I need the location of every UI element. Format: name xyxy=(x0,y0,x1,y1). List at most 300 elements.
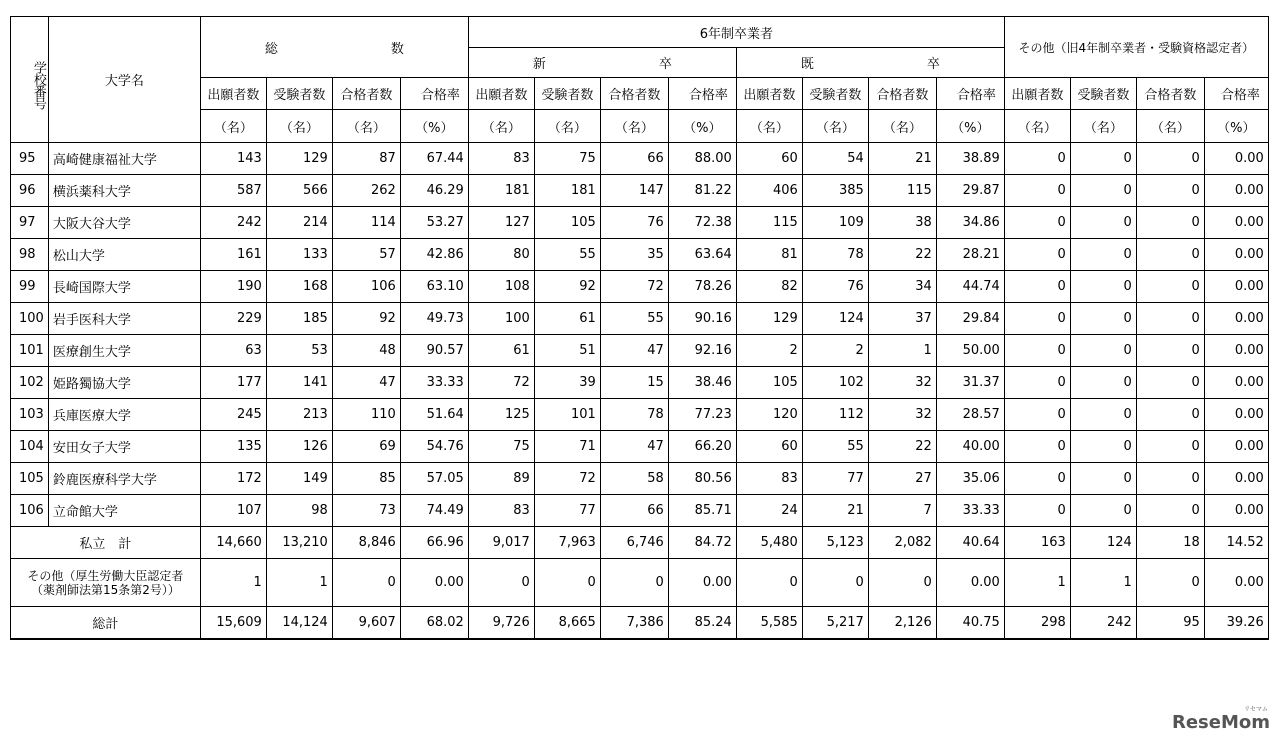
data-cell: 42.86 xyxy=(400,239,468,271)
data-cell: 0.00 xyxy=(1204,207,1268,239)
data-cell: 229 xyxy=(200,303,266,335)
data-cell: 84.72 xyxy=(668,527,736,559)
data-cell: 0 xyxy=(1004,431,1070,463)
data-cell: 83 xyxy=(468,495,534,527)
data-cell: 177 xyxy=(200,367,266,399)
other-group-header: その他（旧4年制卒業者・受験資格認定者） xyxy=(1004,17,1268,78)
data-cell: 15,609 xyxy=(200,607,266,639)
data-cell: 63.64 xyxy=(668,239,736,271)
column-header: 合格者数 xyxy=(600,78,668,110)
data-cell: 39 xyxy=(534,367,600,399)
school-number: 103 xyxy=(11,399,49,431)
grand-total-label: 総計 xyxy=(11,607,201,639)
data-cell: 0.00 xyxy=(1204,495,1268,527)
data-cell: 47 xyxy=(600,431,668,463)
data-cell: 7 xyxy=(868,495,936,527)
resemom-logo xyxy=(1171,706,1270,733)
data-cell: 0 xyxy=(1070,431,1136,463)
data-cell: 47 xyxy=(332,367,400,399)
data-cell: 81.22 xyxy=(668,175,736,207)
data-cell: 50.00 xyxy=(936,335,1004,367)
column-unit: （%） xyxy=(668,110,736,143)
data-cell: 1 xyxy=(1070,559,1136,607)
school-number: 100 xyxy=(11,303,49,335)
data-cell: 7,386 xyxy=(600,607,668,639)
data-cell: 66.20 xyxy=(668,431,736,463)
data-cell: 108 xyxy=(468,271,534,303)
data-cell: 85.24 xyxy=(668,607,736,639)
column-unit: （名） xyxy=(1136,110,1204,143)
data-cell: 21 xyxy=(802,495,868,527)
table-row xyxy=(11,463,1269,495)
column-header: 合格者数 xyxy=(332,78,400,110)
data-cell: 112 xyxy=(802,399,868,431)
data-cell: 0 xyxy=(1136,431,1204,463)
data-cell: 34.86 xyxy=(936,207,1004,239)
column-header: 受験者数 xyxy=(534,78,600,110)
school-number: 98 xyxy=(11,239,49,271)
data-cell: 2,126 xyxy=(868,607,936,639)
data-cell: 0 xyxy=(600,559,668,607)
data-cell: 66 xyxy=(600,495,668,527)
data-cell: 0.00 xyxy=(1204,335,1268,367)
data-cell: 35.06 xyxy=(936,463,1004,495)
data-cell: 38.89 xyxy=(936,143,1004,175)
data-cell: 77 xyxy=(802,463,868,495)
data-cell: 53 xyxy=(266,335,332,367)
school-number: 104 xyxy=(11,431,49,463)
data-cell: 35 xyxy=(600,239,668,271)
university-name: 松山大学 xyxy=(48,239,200,271)
data-cell: 110 xyxy=(332,399,400,431)
column-unit: （名） xyxy=(332,110,400,143)
data-cell: 0.00 xyxy=(1204,431,1268,463)
university-name: 岩手医科大学 xyxy=(48,303,200,335)
data-cell: 6,746 xyxy=(600,527,668,559)
data-cell: 13,210 xyxy=(266,527,332,559)
data-cell: 190 xyxy=(200,271,266,303)
university-name: 安田女子大学 xyxy=(48,431,200,463)
data-cell: 0 xyxy=(1070,303,1136,335)
data-cell: 88.00 xyxy=(668,143,736,175)
data-cell: 181 xyxy=(534,175,600,207)
new-graduates-label-a: 新 xyxy=(532,57,546,72)
column-unit: （名） xyxy=(736,110,802,143)
data-cell: 72 xyxy=(600,271,668,303)
other-label-line-2: （薬剤師法第15条第2号）） xyxy=(30,582,180,597)
data-cell: 141 xyxy=(266,367,332,399)
data-cell: 98 xyxy=(266,495,332,527)
data-cell: 0 xyxy=(1004,303,1070,335)
data-cell: 44.74 xyxy=(936,271,1004,303)
column-unit: （名） xyxy=(200,110,266,143)
data-cell: 0 xyxy=(1070,399,1136,431)
column-unit: （%） xyxy=(1204,110,1268,143)
column-unit: （名） xyxy=(534,110,600,143)
data-cell: 28.57 xyxy=(936,399,1004,431)
data-cell: 245 xyxy=(200,399,266,431)
data-cell: 0 xyxy=(736,559,802,607)
data-cell: 33.33 xyxy=(400,367,468,399)
data-cell: 0.00 xyxy=(1204,239,1268,271)
data-cell: 27 xyxy=(868,463,936,495)
data-cell: 0 xyxy=(802,559,868,607)
data-cell: 51.64 xyxy=(400,399,468,431)
data-cell: 51 xyxy=(534,335,600,367)
data-cell: 92 xyxy=(534,271,600,303)
data-cell: 115 xyxy=(736,207,802,239)
column-header: 出願者数 xyxy=(736,78,802,110)
data-cell: 78.26 xyxy=(668,271,736,303)
data-cell: 147 xyxy=(600,175,668,207)
data-cell: 38 xyxy=(868,207,936,239)
university-name: 長崎国際大学 xyxy=(48,271,200,303)
data-cell: 0 xyxy=(1004,239,1070,271)
data-cell: 38.46 xyxy=(668,367,736,399)
data-cell: 40.75 xyxy=(936,607,1004,639)
data-cell: 0 xyxy=(1070,207,1136,239)
data-cell: 9,017 xyxy=(468,527,534,559)
data-cell: 135 xyxy=(200,431,266,463)
data-cell: 0.00 xyxy=(936,559,1004,607)
data-cell: 0.00 xyxy=(400,559,468,607)
school-number: 102 xyxy=(11,367,49,399)
university-name: 高崎健康福祉大学 xyxy=(48,143,200,175)
data-cell: 73 xyxy=(332,495,400,527)
data-cell: 66 xyxy=(600,143,668,175)
data-cell: 92.16 xyxy=(668,335,736,367)
other-label-line-1: その他（厚生労働大臣認定者 xyxy=(27,568,184,583)
data-cell: 82 xyxy=(736,271,802,303)
data-cell: 0 xyxy=(1004,175,1070,207)
column-header: 受験者数 xyxy=(802,78,868,110)
data-cell: 0.00 xyxy=(1204,303,1268,335)
other-label xyxy=(11,559,201,607)
data-cell: 83 xyxy=(736,463,802,495)
table-row xyxy=(11,271,1269,303)
data-cell: 124 xyxy=(1070,527,1136,559)
data-cell: 129 xyxy=(736,303,802,335)
data-cell: 14.52 xyxy=(1204,527,1268,559)
data-cell: 105 xyxy=(534,207,600,239)
data-cell: 0 xyxy=(1136,463,1204,495)
school-number: 97 xyxy=(11,207,49,239)
logo-small-text: リセマム xyxy=(1244,706,1268,713)
data-cell: 22 xyxy=(868,431,936,463)
data-cell: 55 xyxy=(534,239,600,271)
column-header: 合格者数 xyxy=(1136,78,1204,110)
data-cell: 32 xyxy=(868,367,936,399)
column-header: 出願者数 xyxy=(468,78,534,110)
data-cell: 31.37 xyxy=(936,367,1004,399)
data-cell: 2 xyxy=(802,335,868,367)
data-cell: 72 xyxy=(534,463,600,495)
data-cell: 22 xyxy=(868,239,936,271)
university-name: 姫路獨協大学 xyxy=(48,367,200,399)
table-row xyxy=(11,399,1269,431)
data-cell: 15 xyxy=(600,367,668,399)
data-cell: 0 xyxy=(1136,271,1204,303)
data-cell: 0 xyxy=(332,559,400,607)
past-graduates-header xyxy=(736,48,1004,78)
data-cell: 74.49 xyxy=(400,495,468,527)
data-cell: 53.27 xyxy=(400,207,468,239)
data-cell: 0 xyxy=(1004,271,1070,303)
data-cell: 1 xyxy=(200,559,266,607)
data-cell: 24 xyxy=(736,495,802,527)
data-cell: 95 xyxy=(1136,607,1204,639)
data-cell: 385 xyxy=(802,175,868,207)
total-group-label-b: 数 xyxy=(390,41,404,57)
data-cell: 101 xyxy=(534,399,600,431)
school-number: 95 xyxy=(11,143,49,175)
university-name: 立命館大学 xyxy=(48,495,200,527)
data-cell: 87 xyxy=(332,143,400,175)
data-cell: 5,585 xyxy=(736,607,802,639)
school-number: 105 xyxy=(11,463,49,495)
column-unit: （%） xyxy=(936,110,1004,143)
column-unit: （名） xyxy=(600,110,668,143)
column-unit: （名） xyxy=(468,110,534,143)
column-header: 合格者数 xyxy=(868,78,936,110)
data-cell: 185 xyxy=(266,303,332,335)
data-cell: 5,480 xyxy=(736,527,802,559)
data-cell: 0 xyxy=(1136,143,1204,175)
data-cell: 71 xyxy=(534,431,600,463)
university-name-header: 大学名 xyxy=(48,17,200,143)
data-cell: 0 xyxy=(1136,207,1204,239)
data-cell: 0 xyxy=(1070,335,1136,367)
data-cell: 143 xyxy=(200,143,266,175)
data-cell: 0 xyxy=(1070,175,1136,207)
data-cell: 67.44 xyxy=(400,143,468,175)
new-graduates-label-b: 卒 xyxy=(658,57,672,72)
data-cell: 0 xyxy=(1136,399,1204,431)
data-cell: 0 xyxy=(1004,335,1070,367)
data-cell: 102 xyxy=(802,367,868,399)
data-cell: 76 xyxy=(802,271,868,303)
university-name: 横浜薬科大学 xyxy=(48,175,200,207)
data-cell: 29.87 xyxy=(936,175,1004,207)
column-header: 合格率 xyxy=(1204,78,1268,110)
data-cell: 40.00 xyxy=(936,431,1004,463)
data-cell: 106 xyxy=(332,271,400,303)
data-cell: 46.29 xyxy=(400,175,468,207)
data-cell: 40.64 xyxy=(936,527,1004,559)
data-cell: 107 xyxy=(200,495,266,527)
data-cell: 0 xyxy=(1136,335,1204,367)
data-cell: 14,124 xyxy=(266,607,332,639)
school-number: 101 xyxy=(11,335,49,367)
data-cell: 0 xyxy=(1070,463,1136,495)
data-cell: 72 xyxy=(468,367,534,399)
subtotal-label: 私立 計 xyxy=(11,527,201,559)
logo-text: ReseMom xyxy=(1171,712,1270,733)
data-cell: 81 xyxy=(736,239,802,271)
data-cell: 85.71 xyxy=(668,495,736,527)
total-group-label-a: 総 xyxy=(264,41,278,57)
table-row xyxy=(11,175,1269,207)
data-cell: 18 xyxy=(1136,527,1204,559)
data-cell: 34 xyxy=(868,271,936,303)
data-cell: 83 xyxy=(468,143,534,175)
data-cell: 78 xyxy=(600,399,668,431)
data-cell: 406 xyxy=(736,175,802,207)
data-cell: 89 xyxy=(468,463,534,495)
data-cell: 0 xyxy=(1070,239,1136,271)
data-cell: 5,217 xyxy=(802,607,868,639)
data-cell: 0 xyxy=(1136,495,1204,527)
data-cell: 0 xyxy=(1070,367,1136,399)
data-cell: 60 xyxy=(736,143,802,175)
data-cell: 0 xyxy=(1004,367,1070,399)
data-cell: 49.73 xyxy=(400,303,468,335)
column-header: 受験者数 xyxy=(266,78,332,110)
data-cell: 63 xyxy=(200,335,266,367)
data-cell: 0 xyxy=(534,559,600,607)
column-unit: （名） xyxy=(1004,110,1070,143)
data-cell: 14,660 xyxy=(200,527,266,559)
total-group-header xyxy=(200,17,468,78)
column-header: 出願者数 xyxy=(200,78,266,110)
data-cell: 0.00 xyxy=(1204,367,1268,399)
university-name: 医療創生大学 xyxy=(48,335,200,367)
table-row xyxy=(11,143,1269,175)
data-cell: 0 xyxy=(1136,239,1204,271)
data-cell: 0 xyxy=(868,559,936,607)
column-header: 合格率 xyxy=(936,78,1004,110)
data-cell: 80.56 xyxy=(668,463,736,495)
new-graduates-header xyxy=(468,48,736,78)
data-cell: 168 xyxy=(266,271,332,303)
column-unit: （名） xyxy=(802,110,868,143)
table-row xyxy=(11,495,1269,527)
data-cell: 75 xyxy=(468,431,534,463)
data-cell: 0 xyxy=(1004,207,1070,239)
table-row xyxy=(11,431,1269,463)
data-cell: 48 xyxy=(332,335,400,367)
data-cell: 0 xyxy=(1136,559,1204,607)
data-cell: 75 xyxy=(534,143,600,175)
data-cell: 163 xyxy=(1004,527,1070,559)
data-cell: 0.00 xyxy=(1204,143,1268,175)
data-cell: 0.00 xyxy=(1204,559,1268,607)
table-row xyxy=(11,239,1269,271)
data-cell: 124 xyxy=(802,303,868,335)
data-cell: 105 xyxy=(736,367,802,399)
school-number: 99 xyxy=(11,271,49,303)
data-cell: 54 xyxy=(802,143,868,175)
data-cell: 0.00 xyxy=(1204,463,1268,495)
data-cell: 133 xyxy=(266,239,332,271)
data-cell: 80 xyxy=(468,239,534,271)
data-cell: 0 xyxy=(1004,143,1070,175)
grand-total-row xyxy=(11,607,1269,639)
past-graduates-label-a: 既 xyxy=(800,57,814,72)
data-cell: 0 xyxy=(1136,367,1204,399)
table-row xyxy=(11,367,1269,399)
six-year-header: 6年制卒業者 xyxy=(468,17,1004,48)
data-cell: 0 xyxy=(1070,143,1136,175)
data-cell: 29.84 xyxy=(936,303,1004,335)
data-cell: 78 xyxy=(802,239,868,271)
data-cell: 0.00 xyxy=(1204,175,1268,207)
data-cell: 262 xyxy=(332,175,400,207)
data-cell: 92 xyxy=(332,303,400,335)
data-cell: 37 xyxy=(868,303,936,335)
data-cell: 85 xyxy=(332,463,400,495)
data-cell: 172 xyxy=(200,463,266,495)
data-cell: 9,607 xyxy=(332,607,400,639)
data-cell: 125 xyxy=(468,399,534,431)
data-cell: 0 xyxy=(1004,463,1070,495)
data-cell: 33.33 xyxy=(936,495,1004,527)
university-name: 鈴鹿医療科学大学 xyxy=(48,463,200,495)
data-cell: 8,665 xyxy=(534,607,600,639)
data-cell: 2 xyxy=(736,335,802,367)
data-cell: 58 xyxy=(600,463,668,495)
table-row xyxy=(11,207,1269,239)
column-header: 合格率 xyxy=(668,78,736,110)
column-unit: （%） xyxy=(400,110,468,143)
data-cell: 242 xyxy=(200,207,266,239)
data-cell: 55 xyxy=(600,303,668,335)
data-cell: 0.00 xyxy=(668,559,736,607)
data-cell: 126 xyxy=(266,431,332,463)
data-cell: 0 xyxy=(1136,175,1204,207)
school-number: 106 xyxy=(11,495,49,527)
data-cell: 66.96 xyxy=(400,527,468,559)
data-cell: 181 xyxy=(468,175,534,207)
data-cell: 114 xyxy=(332,207,400,239)
data-cell: 298 xyxy=(1004,607,1070,639)
other-row xyxy=(11,559,1269,607)
data-cell: 214 xyxy=(266,207,332,239)
data-cell: 60 xyxy=(736,431,802,463)
data-cell: 0 xyxy=(1070,271,1136,303)
data-cell: 1 xyxy=(1004,559,1070,607)
column-unit: （名） xyxy=(266,110,332,143)
data-cell: 57 xyxy=(332,239,400,271)
data-cell: 109 xyxy=(802,207,868,239)
column-header: 受験者数 xyxy=(1070,78,1136,110)
school-number-header: 学校番号 xyxy=(11,17,49,143)
school-number: 96 xyxy=(11,175,49,207)
data-cell: 72.38 xyxy=(668,207,736,239)
data-cell: 47 xyxy=(600,335,668,367)
data-cell: 9,726 xyxy=(468,607,534,639)
data-cell: 0 xyxy=(1070,495,1136,527)
data-cell: 0.00 xyxy=(1204,271,1268,303)
data-cell: 39.26 xyxy=(1204,607,1268,639)
column-header: 出願者数 xyxy=(1004,78,1070,110)
column-header: 合格率 xyxy=(400,78,468,110)
data-cell: 61 xyxy=(534,303,600,335)
data-cell: 0 xyxy=(468,559,534,607)
data-cell: 127 xyxy=(468,207,534,239)
data-cell: 69 xyxy=(332,431,400,463)
data-cell: 129 xyxy=(266,143,332,175)
data-cell: 0.00 xyxy=(1204,399,1268,431)
data-cell: 54.76 xyxy=(400,431,468,463)
data-cell: 57.05 xyxy=(400,463,468,495)
data-cell: 213 xyxy=(266,399,332,431)
data-cell: 149 xyxy=(266,463,332,495)
results-table xyxy=(10,16,1269,640)
table-row xyxy=(11,335,1269,367)
data-cell: 2,082 xyxy=(868,527,936,559)
data-cell: 32 xyxy=(868,399,936,431)
